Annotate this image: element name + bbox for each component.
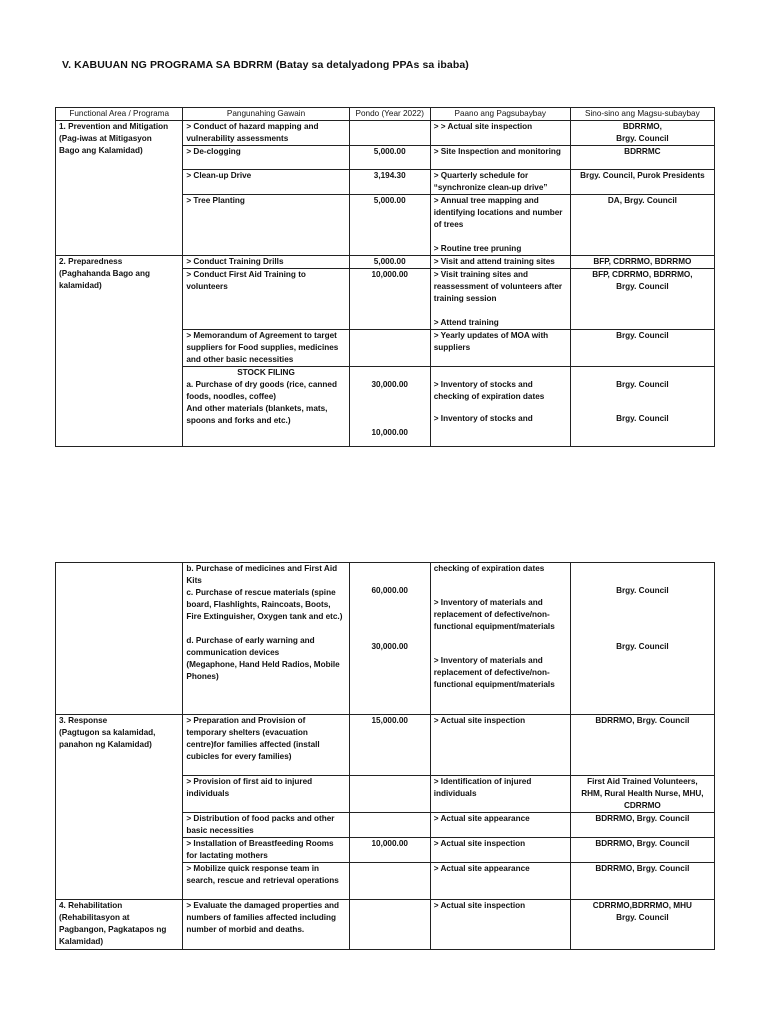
sino-cell: BDRRMO, Brgy. Council [570,863,714,900]
sino-cell [570,367,714,447]
gawain-d: d. Purchase of early warning and communication devices (Megaphone, Hand Held Radios, Mobile Phones) [186,636,340,681]
gawain-cell: > De-clogging [183,146,349,170]
pondo-b: 10,000.00 [371,428,408,437]
functional-area-cell [56,900,183,950]
table-row [56,715,715,776]
sino-cell [570,563,714,715]
pondo-cell: 3,194.30 [349,170,430,195]
gawain-cell: > Conduct of hazard mapping and vulnerability assessments [183,121,349,146]
pondo-cell [349,813,430,838]
area-label: 3. Response (Pagtugon sa kalamidad, panahon ng Kalamidad) [59,716,156,749]
gawain-cell: > Mobilize quick response team in search, rescue and retrieval operations [183,863,349,900]
sino-text: First Aid Trained Volunteers, RHM, Rural Health Nurse, MHU, CDRRMO [581,777,704,810]
title-main: V. KABUUAN NG PROGRAMA SA BDRRM [62,59,273,71]
pondo-cell [349,776,430,813]
table-row [56,121,715,146]
paano-cell [430,195,570,256]
table-row [56,256,715,269]
paano-b: > Inventory of stocks and [433,414,533,423]
paano-cell: > Identification of injured individuals [430,776,570,813]
sino-cell: BDRRMO, Brgy. Council [570,715,714,776]
sino-cell [570,269,714,330]
paano-cell: > Site Inspection and monitoring [430,146,570,170]
pondo-cell [349,330,430,367]
stock-gawain-text: a. Purchase of dry goods (rice, canned foods, noodles, coffee) And other materials (blankets, mats, spoons and forks and etc.) [186,380,337,425]
gawain-cell: > Installation of Breastfeeding Rooms for lactating mothers [183,838,349,863]
gawain-cell: > Tree Planting [183,195,349,256]
pondo-cell [349,863,430,900]
gawain-cell: > Conduct First Aid Training to volunteers [183,269,349,330]
pondo-c: 60,000.00 [371,586,408,595]
paano-cell: > Actual site appearance [430,863,570,900]
paano-cell: > Actual site inspection [430,838,570,863]
pondo-cell [349,900,430,950]
sino-text: BFP, CDRRMO, BDRRMO, Brgy. Council [592,270,693,291]
sino-b: Brgy. Council [616,414,669,423]
paano-cell: > Quarterly schedule for “synchronize clean-up drive” [430,170,570,195]
page-title [62,59,469,71]
pondo-d: 30,000.00 [371,642,408,651]
pondo-cell [349,367,430,447]
gawain-cell: > Clean-up Drive [183,170,349,195]
gawain-cell: > Memorandum of Agreement to target suppliers for Food supplies, medicines and other basic necessities [183,330,349,367]
pondo-cell: 5,000.00 [349,195,430,256]
sino-cell: BDRRMO, Brgy. Council [570,838,714,863]
header-functional-area: Functional Area / Programa [56,108,183,121]
paano-cell: > > Actual site inspection [430,121,570,146]
functional-area-cell [56,121,183,256]
functional-area-cell [56,715,183,900]
paano-cell [430,563,570,715]
bdrrm-program-table-part1 [55,107,715,447]
table-header-row [56,108,715,121]
functional-area-cell [56,256,183,447]
paano-cell: > Actual site inspection [430,900,570,950]
gawain-c: c. Purchase of rescue materials (spine board, Flashlights, Raincoats, Boots, Fire Extinguisher, Oxygen tank and etc.) [186,588,343,621]
sino-cell [570,776,714,813]
sino-text: CDRRMO,BDRRMO, MHU Brgy. Council [592,901,692,922]
gawain-cell: > Distribution of food packs and other basic necessities [183,813,349,838]
gawain-cell: > Preparation and Provision of temporary shelters (evacuation centre)for families affected (install cubicles for every families) [183,715,349,776]
pondo-cell: 10,000.00 [349,269,430,330]
paano-cell [430,269,570,330]
sino-cell: BFP, CDRRMO, BDRRMO [570,256,714,269]
sino-c: Brgy. Council [616,586,669,595]
header-paano-pagsubaybay: Paano ang Pagsubaybay [430,108,570,121]
paano-d: > Inventory of materials and replacement of defective/non-functional equipment/materials [433,656,555,689]
sino-cell [570,121,714,146]
paano-b: checking of expiration dates [433,564,545,573]
sino-d: Brgy. Council [616,642,669,651]
table-row [56,563,715,715]
bdrrm-program-table-part2 [55,562,715,950]
pondo-cell: 5,000.00 [349,256,430,269]
paano-text: > Visit training sites and reassessment of volunteers after training session > Attend training [433,270,563,327]
area-label: 1. Prevention and Mitigation (Pag-iwas at Mitigasyon Bago ang Kalamidad) [59,122,169,155]
sino-text: BDRRMO, Brgy. Council [616,122,669,143]
area-label: 2. Preparedness (Paghahanda Bago ang kalamidad) [59,257,150,290]
paano-c: > Inventory of materials and replacement of defective/non-functional equipment/materials [433,598,555,631]
area-label: 4. Rehabilitation (Rehabilitasyon at Pagbangon, Pagkatapos ng Kalamidad) [59,901,167,946]
pondo-a: 30,000.00 [371,380,408,389]
paano-a: > Inventory of stocks and checking of expiration dates [433,380,545,401]
pondo-cell [349,563,430,715]
gawain-cell [183,563,349,715]
paano-cell: > Actual site appearance [430,813,570,838]
stock-filing-heading: STOCK FILING [237,368,295,377]
sino-cell: BDRRMO, Brgy. Council [570,813,714,838]
paano-cell: > Yearly updates of MOA with suppliers [430,330,570,367]
title-sub: (Batay sa detalyadong PPAs sa ibaba) [275,59,469,71]
gawain-cell: > Provision of first aid to injured individuals [183,776,349,813]
header-pondo: Pondo (Year 2022) [349,108,430,121]
paano-cell [430,367,570,447]
header-pangunahing-gawain: Pangunahing Gawain [183,108,349,121]
gawain-cell: > Evaluate the damaged properties and numbers of families affected including number of morbid and deaths. [183,900,349,950]
paano-cell: > Actual site inspection [430,715,570,776]
paano-text: > Annual tree mapping and identifying locations and number of trees > Routine tree pruning [433,196,563,253]
paano-cell: > Visit and attend training sites [430,256,570,269]
pondo-cell: 5,000.00 [349,146,430,170]
gawain-b: b. Purchase of medicines and First Aid Kits [186,564,338,585]
pondo-cell: 10,000.00 [349,838,430,863]
sino-a: Brgy. Council [616,380,669,389]
sino-cell: BDRRMC [570,146,714,170]
pondo-cell: 15,000.00 [349,715,430,776]
header-sino-magsusubaybay: Sino-sino ang Magsu-subaybay [570,108,714,121]
sino-cell: Brgy. Council [570,330,714,367]
functional-area-cell [56,563,183,715]
sino-cell: Brgy. Council, Purok Presidents [570,170,714,195]
gawain-cell [183,367,349,447]
gawain-cell: > Conduct Training Drills [183,256,349,269]
pondo-cell [349,121,430,146]
table-row [56,900,715,950]
sino-cell: DA, Brgy. Council [570,195,714,256]
sino-cell [570,900,714,950]
